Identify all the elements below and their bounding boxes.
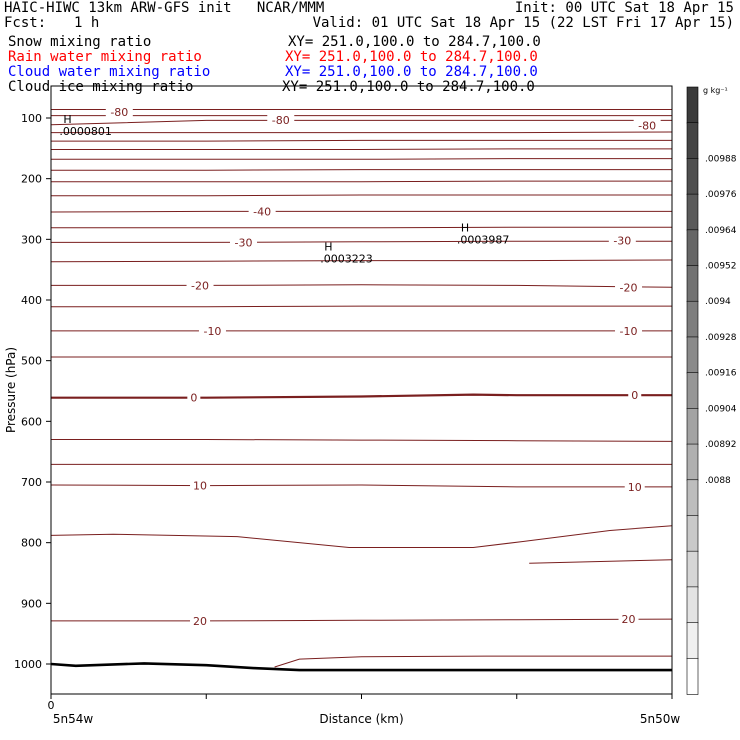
- colorbar-segment-9: [687, 408, 698, 444]
- y-tick-label-200: 200: [21, 172, 42, 186]
- isotherm-label-5: -30: [613, 234, 632, 248]
- figure-title: HAIC-HIWC 13km ARW-GFS init NCAR/MMM: [4, 0, 325, 16]
- isotherm-label-2: -80: [638, 119, 657, 133]
- isotherm-label-7: -20: [619, 281, 638, 295]
- y-tick-label-900: 900: [21, 597, 42, 611]
- isotherm-line-18: [51, 440, 672, 442]
- isotherm-line-9: [51, 195, 672, 196]
- y-tick-label-100: 100: [21, 112, 42, 125]
- colorbar-segment-12: [687, 515, 698, 551]
- isotherm-line-short: [529, 560, 672, 564]
- maximum-marker-0: H: [63, 112, 72, 126]
- isotherm-line-near-surface: [275, 656, 672, 667]
- isotherm-line-5: [51, 149, 672, 150]
- isotherm-label-1: -80: [271, 113, 290, 127]
- colorbar-label-0: .00988: [705, 154, 737, 165]
- colorbar-label-8: .00892: [705, 440, 737, 451]
- isotherm-label-10: 0: [190, 391, 198, 405]
- x-right-location-label: 5n50w: [639, 712, 681, 726]
- colorbar-segment-3: [687, 194, 698, 230]
- colorbar-segment-8: [687, 373, 698, 409]
- isotherm-line-11: [51, 227, 672, 228]
- colorbar-segment-2: [687, 158, 698, 194]
- y-tick-label-800: 800: [21, 536, 42, 550]
- x-tick-label-start: 0: [47, 699, 55, 712]
- colorbar-segment-5: [687, 266, 698, 302]
- field-name-snow: Snow mixing ratio: [8, 34, 152, 50]
- field-xy-cloud-ice: XY= 251.0,100.0 to 284.7,100.0: [282, 79, 535, 95]
- isotherm-label-14: 20: [193, 614, 208, 628]
- x-left-location-label: 5n54w: [52, 712, 94, 726]
- y-axis-title: Pressure (hPa): [4, 346, 18, 434]
- x-axis-title: Distance (km): [319, 712, 404, 726]
- isotherm-line-12: [51, 241, 672, 242]
- maximum-value-1: .0003223: [320, 252, 373, 266]
- colorbar-label-3: .00952: [705, 261, 737, 272]
- colorbar-label-7: .00904: [705, 404, 737, 415]
- init-time: Init: 00 UTC Sat 18 Apr 15: [514, 0, 734, 16]
- colorbar-segment-6: [687, 301, 698, 337]
- field-name-rain: Rain water mixing ratio: [8, 49, 202, 65]
- field-xy-rain: XY= 251.0,100.0 to 284.7,100.0: [285, 49, 538, 65]
- colorbar-label-6: .00916: [705, 368, 737, 379]
- isotherm-label-9: -10: [619, 324, 638, 338]
- isotherm-label-4: -30: [234, 236, 253, 250]
- isotherm-label-6: -20: [191, 279, 210, 293]
- isotherm-label-11: 0: [631, 389, 639, 403]
- colorbar-segment-0: [687, 87, 698, 123]
- maximum-marker-1: H: [324, 240, 333, 254]
- isotherm-line-cold-pool: [51, 526, 672, 548]
- colorbar-segment-11: [687, 480, 698, 516]
- isotherm-line-8: [51, 181, 672, 182]
- field-name-cloud-water: Cloud water mixing ratio: [8, 64, 211, 80]
- y-tick-label-500: 500: [21, 354, 42, 368]
- colorbar-label-4: .0094: [705, 297, 731, 308]
- forecast-hour: 1 h: [74, 15, 100, 31]
- terrain-line: [51, 663, 672, 670]
- colorbar-unit: g kg⁻¹: [703, 86, 728, 95]
- colorbar-segment-1: [687, 123, 698, 159]
- maximum-value-2: .0003987: [456, 233, 510, 247]
- y-tick-label-700: 700: [21, 476, 42, 489]
- forecast-label: Fcst:: [4, 15, 47, 31]
- colorbar-label-1: .00976: [705, 190, 737, 201]
- colorbar-segment-7: [687, 337, 698, 373]
- freezing-level-line: [51, 395, 672, 398]
- isotherm-line-2: [51, 120, 672, 124]
- field-name-cloud-ice: Cloud ice mixing ratio: [8, 79, 194, 95]
- colorbar-segment-15: [687, 623, 698, 659]
- colorbar-segment-13: [687, 551, 698, 587]
- y-tick-label-1000: 1000: [14, 658, 42, 671]
- isotherm-line-15: [51, 306, 672, 307]
- y-tick-label-600: 600: [21, 415, 42, 429]
- isotherm-label-13: 10: [627, 480, 642, 494]
- isotherm-line-14: [51, 285, 672, 288]
- isotherm-line-21: [51, 619, 672, 621]
- isotherm-label-0: -80: [110, 105, 129, 119]
- colorbar-label-9: .0088: [705, 475, 731, 486]
- isotherm-line-20: [51, 485, 672, 487]
- colorbar-segment-14: [687, 587, 698, 623]
- isotherm-label-15: 20: [621, 613, 636, 627]
- colorbar-label-2: .00964: [705, 225, 737, 236]
- maximum-marker-2: H: [460, 221, 470, 235]
- colorbar-label-5: .00928: [705, 332, 737, 343]
- plot-frame: [51, 86, 672, 694]
- field-xy-snow: XY= 251.0,100.0 to 284.7,100.0: [288, 34, 541, 50]
- y-tick-label-400: 400: [21, 294, 42, 307]
- isotherm-line-10: [51, 211, 672, 212]
- colorbar-segment-4: [687, 230, 698, 266]
- isotherm-label-3: -40: [253, 205, 272, 219]
- maximum-value-0: .0000801: [59, 124, 112, 138]
- colorbar-segment-16: [687, 658, 698, 694]
- isotherm-line-3: [51, 132, 672, 133]
- colorbar-segment-10: [687, 444, 698, 480]
- field-xy-cloud-water: XY= 251.0,100.0 to 284.7,100.0: [285, 64, 538, 80]
- y-tick-label-300: 300: [21, 233, 42, 247]
- valid-time: Valid: 01 UTC Sat 18 Apr 15 (22 LST Fri 17 Apr 15): [312, 15, 734, 31]
- isotherm-label-12: 10: [193, 479, 208, 493]
- isotherm-label-8: -10: [203, 324, 222, 338]
- isotherm-line-4: [51, 140, 672, 141]
- isotherm-line-6: [51, 159, 672, 160]
- isotherm-line-7: [51, 170, 672, 171]
